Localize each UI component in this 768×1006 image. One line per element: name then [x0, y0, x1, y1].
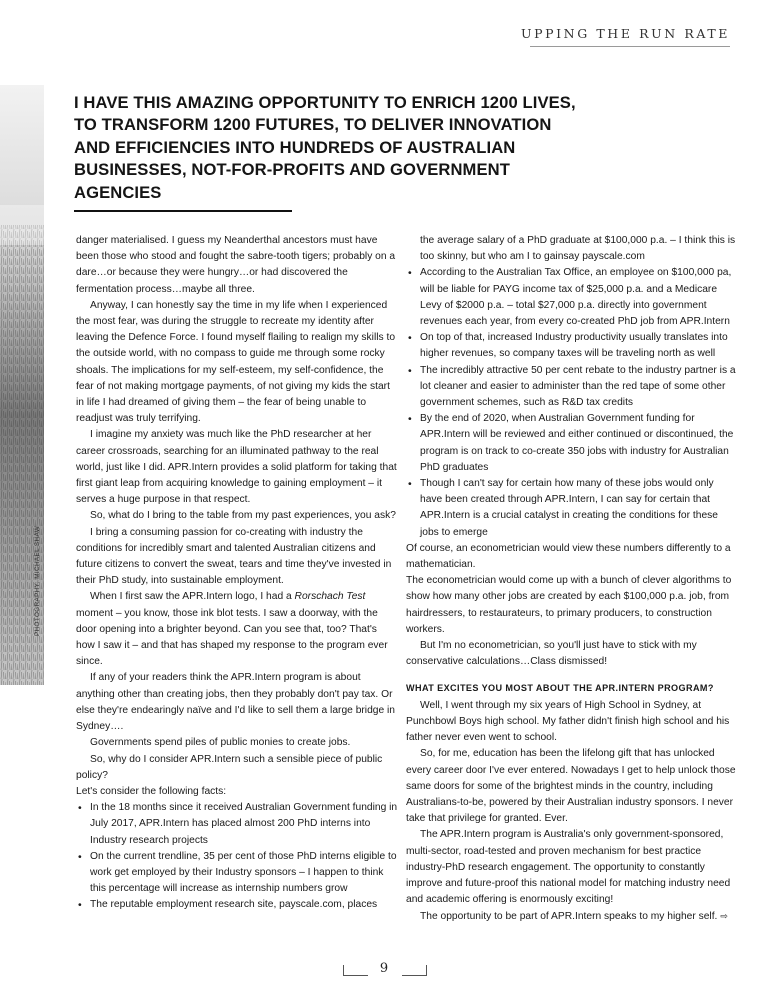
list-item: • The reputable employment research site, payscale.com, places	[76, 897, 398, 913]
body-paragraph: But I'm no econometrician, so you'll just have to stick with my conservative calculations…Class dismissed!	[406, 640, 697, 668]
text-run: The opportunity to be part of APR.Intern speaks to my higher self.	[420, 911, 718, 923]
body-paragraph: I bring a consuming passion for co-creating with industry the conditions for incredibly smart and talented Australian citizens and future citizens to convert the sweat, tears and time they've invested in their PhD study, into sustainable employment.	[76, 526, 392, 587]
folio-bracket-left	[343, 965, 368, 976]
continued-arrow-icon: ⇨	[720, 911, 728, 922]
left-column	[76, 233, 398, 914]
page-number: 9	[379, 961, 389, 976]
text-run: When I first saw the APR.Intern logo, I had a	[90, 591, 295, 603]
running-head-rule	[530, 46, 730, 47]
pull-quote-rule	[74, 210, 292, 212]
list-item: • The incredibly attractive 50 per cent rebate to the industry partner is a lot cleaner and easier to administer than the red tape of some other government schemes, such as R&D tax credits	[406, 363, 736, 412]
body-paragraph	[406, 908, 736, 925]
body-paragraph: danger materialised. I guess my Neanderthal ancestors must have been those who stood and fought the sabre-tooth tigers; probably on a dare…or because they were hungry…or had discovered the fermentation process…maybe all three.	[76, 235, 396, 295]
list-item: • On the current trendline, 35 per cent of those PhD interns eligible to work get employed by their Industry sponsors – I happen to think this percentage will increase as internship numbers grow	[76, 849, 398, 898]
pull-quote: I HAVE THIS AMAZING OPPORTUNITY TO ENRICH 1200 LIVES, TO TRANSFORM 1200 FUTURES, TO DELIVER INNOVATION AND EFFICIENCIES INTO HUNDREDS OF AUSTRALIAN BUSINESSES, NOT-FOR-PROFITS AND GOVERNMENT AGENCIES	[74, 93, 576, 202]
list-item: • Though I can't say for certain how many of these jobs would only have been created through APR.Intern, I can say for certain that APR.Intern is a crucial catalyst in creating the conditions for these jobs to emerge	[406, 476, 736, 541]
body-paragraph	[76, 589, 398, 670]
text-run: moment – you know, those ink blot tests. I saw a doorway, with the door opening into a brighter beyond. Can you see that, too? That's how I saw it – and that has shaped my response to the program ever since.	[76, 607, 388, 668]
body-paragraph: Anyway, I can honestly say the time in my life when I experienced the most fear, was during the struggle to recreate my identity after leaving the Defence Force. I found myself flailing to realign my skills to the outside world, with no compass to guide me through some rocky shoals. The implications for my self-esteem, my self-confidence, the fear of not making mortgage payments, of not giving my kids the start in life I had dreamed of giving them – the fear of being unable to readjust was truly terrifying.	[76, 299, 396, 425]
list-item: • In the 18 months since it received Australian Government funding in July 2017, APR.Intern has placed almost 200 PhD interns into Industry research projects	[76, 800, 398, 849]
body-paragraph: The econometrician would come up with a bunch of clever algorithms to show how many other jobs are created by each $100,000 p.a. job, from hairdressers, to restaurateurs, to primary producers, to construction workers.	[406, 575, 732, 635]
list-item-continuation: the average salary of a PhD graduate at $100,000 p.a. – I think this is too skinny, but who am I to gainsay payscale.com	[420, 235, 736, 263]
folio-bracket-right	[402, 965, 427, 976]
body-paragraph: Let's consider the following facts:	[76, 785, 227, 797]
body-paragraph: The APR.Intern program is Australia's only government-sponsored, multi-sector, road-tested and proven mechanism for best practice industry-PhD research engagement. The opportunity to constantly improve and future-proof this national model for matching industry need and academic offering is enormously exciting!	[406, 829, 731, 906]
body-paragraph: If any of your readers think the APR.Intern program is about anything other than creating jobs, then they probably don't pay tax. Or else they're endearingly naïve and I'd like to sell them a large bridge in Sydney….	[76, 672, 396, 733]
body-paragraph: So, for me, education has been the lifelong gift that has unlocked every career door I've ever entered. Nowadays I get to help unlock those same doors for some of the brightest minds in the country, including Australians-to-be, powered by their Australian industry sponsors. I never take that privilege for granted. Ever.	[406, 748, 736, 825]
photo-credit: PHOTOGRAPHY: MICHAEL SHAW	[34, 525, 41, 636]
list-item: • According to the Australian Tax Office, an employee on $100,000 pa, will be liable for PAYG income tax of $25,000 p.a. and a Medicare Levy of $2000 p.a. – total $27,000 p.a. directly into government revenues each year, from every co-created PhD job from APR.Intern	[406, 265, 736, 330]
list-item: • On top of that, increased Industry productivity usually translates into higher revenues, so company taxes will be traveling north as well	[406, 330, 736, 362]
body-paragraph: Well, I went through my six years of High School in Sydney, at Punchbowl Boys high school. My father didn't finish high school and his father never even went to school.	[406, 699, 730, 744]
body-paragraph: Governments spend piles of public monies to create jobs.	[90, 737, 351, 749]
facts-list	[406, 265, 736, 540]
body-paragraph: So, why do I consider APR.Intern such a sensible piece of public policy?	[76, 753, 383, 781]
right-column	[406, 233, 736, 926]
page-folio	[0, 960, 768, 982]
body-paragraph: I imagine my anxiety was much like the PhD researcher at her career crossroads, searching for an illuminated pathway to the real world, just like I did. APR.Intern provides a solid platform for taking that first giant leap from acquiring knowledge to gaining employment – it serves a huge purpose in that respect.	[76, 429, 397, 506]
body-paragraph: So, what do I bring to the table from my past experiences, you ask?	[90, 510, 396, 522]
list-item: • By the end of 2020, when Australian Government funding for APR.Intern will be reviewed and either continued or discontinued, the program is on track to co-create 350 jobs with industry for Australian PhD graduates	[406, 411, 736, 476]
body-paragraph: Of course, an econometrician would view these numbers differently to a mathematician.	[406, 542, 731, 571]
section-subhead: WHAT EXCITES YOU MOST ABOUT THE APR.INTERN PROGRAM?	[406, 683, 714, 694]
facts-list	[76, 800, 398, 913]
running-head: UPPING THE RUN RATE	[520, 26, 730, 41]
emphasis-text: Rorschach Test	[294, 591, 366, 603]
